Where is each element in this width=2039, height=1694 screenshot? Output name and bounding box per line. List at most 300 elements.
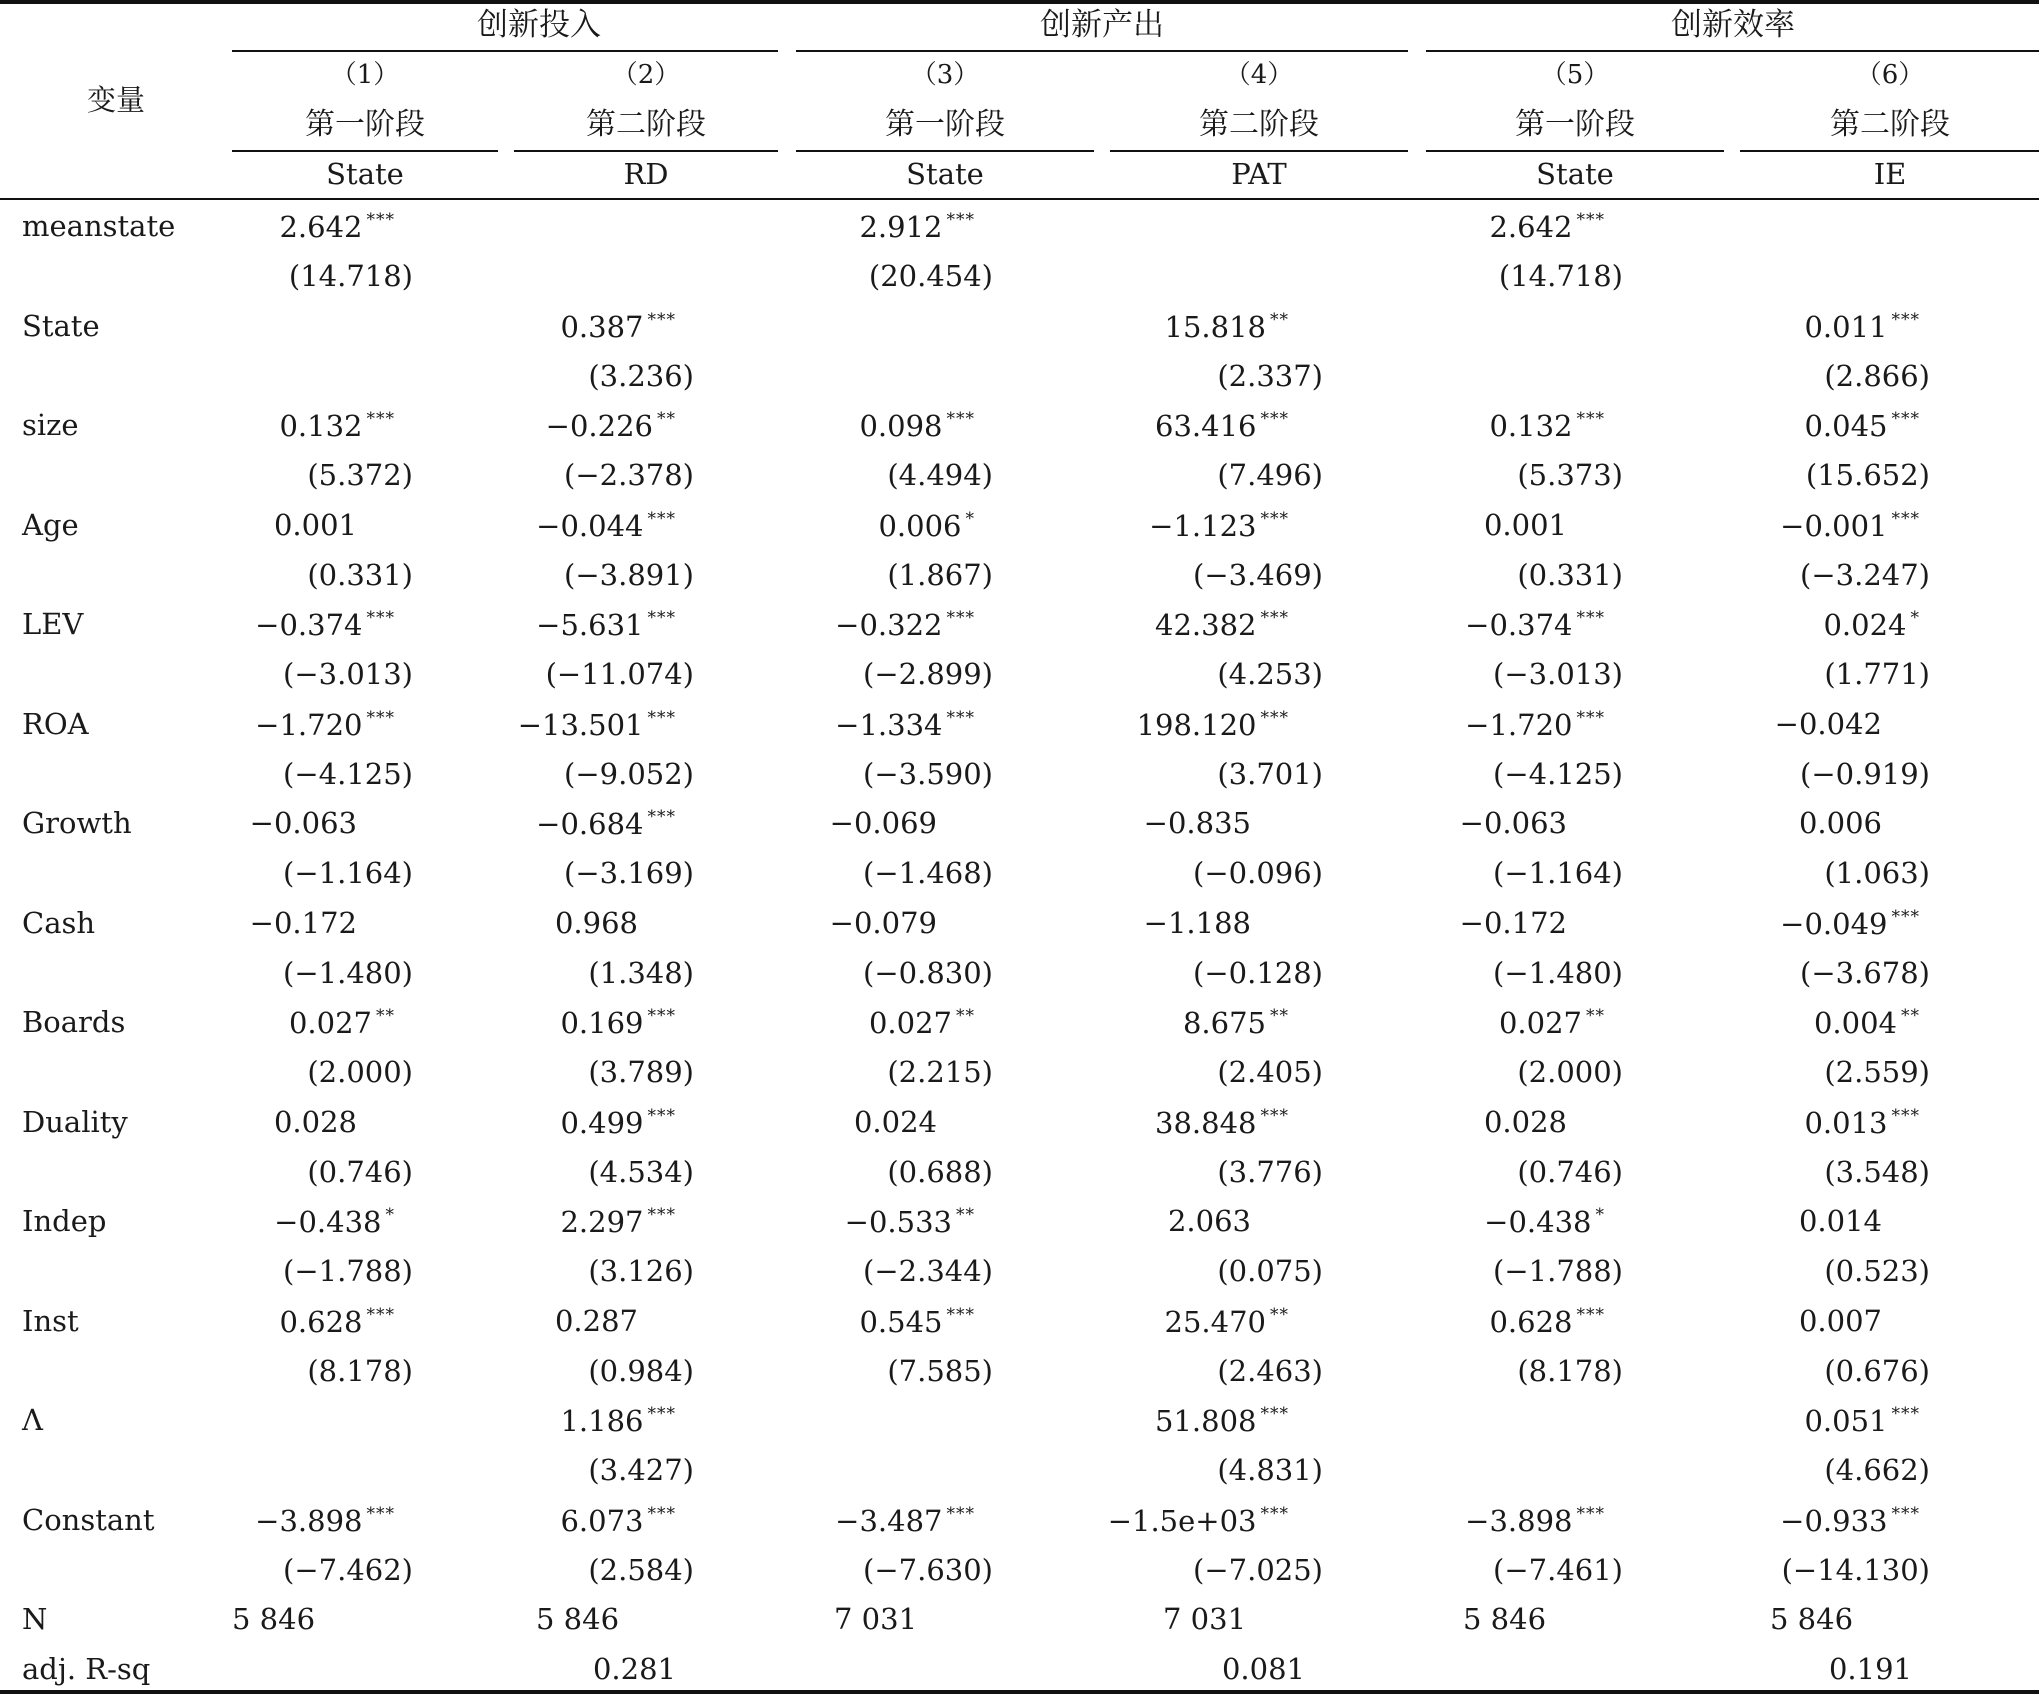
coefficient-cell bbox=[1804, 411, 1920, 441]
t-statistic: (−14.130) bbox=[1781, 1553, 1930, 1587]
coefficient-value: −0.438 bbox=[1484, 1205, 1592, 1239]
t-statistic: (3.548) bbox=[1824, 1155, 1930, 1189]
coefficient-value: 8.675 bbox=[1182, 1006, 1266, 1040]
t-statistic: (4.534) bbox=[588, 1155, 694, 1189]
t-statistic: (4.662) bbox=[1824, 1453, 1930, 1487]
t-statistic: (−3.247) bbox=[1800, 558, 1930, 592]
coefficient-value: −0.172 bbox=[1459, 906, 1567, 940]
coefficient-cell bbox=[1804, 1108, 1920, 1138]
coefficient-cell bbox=[1459, 906, 1605, 940]
coefficient-cell bbox=[273, 1105, 395, 1139]
column-number-1: （1） bbox=[330, 60, 400, 90]
column-stage-6: 第二阶段 bbox=[1830, 107, 1950, 142]
t-statistic: (−1.468) bbox=[863, 856, 993, 890]
significance-stars: *** bbox=[647, 1205, 676, 1225]
coefficient-cell bbox=[546, 411, 676, 441]
coefficient-value: 2.642 bbox=[1489, 210, 1573, 244]
coefficient-cell bbox=[279, 411, 395, 441]
t-statistic: (7.496) bbox=[1217, 458, 1323, 492]
coefficient-cell bbox=[1484, 1207, 1605, 1237]
significance-stars: *** bbox=[1891, 509, 1920, 529]
coefficient-value: 0.007 bbox=[1798, 1304, 1882, 1338]
coefficient-cell bbox=[1108, 1506, 1289, 1536]
coefficient-cell bbox=[1167, 1204, 1289, 1238]
coefficient-value: 0.027 bbox=[868, 1006, 952, 1040]
t-statistic: (2.866) bbox=[1824, 359, 1930, 393]
significance-stars: *** bbox=[1260, 708, 1289, 728]
coefficient-cell bbox=[560, 1406, 676, 1436]
significance-stars: *** bbox=[366, 708, 395, 728]
coefficient-value: −1.720 bbox=[255, 708, 363, 742]
t-statistic: (−3.590) bbox=[863, 757, 993, 791]
t-statistic: (−0.919) bbox=[1800, 757, 1930, 791]
coefficient-cell bbox=[274, 1207, 395, 1237]
coefficient-cell bbox=[554, 1304, 676, 1338]
column-stage-3: 第一阶段 bbox=[885, 107, 1005, 142]
variable-label: ROA bbox=[22, 707, 89, 741]
coefficient-value: −0.533 bbox=[844, 1205, 952, 1239]
significance-stars: *** bbox=[647, 1006, 676, 1026]
group-label-input: 创新投入 bbox=[477, 7, 601, 43]
coefficient-value: −0.322 bbox=[835, 608, 943, 642]
significance-stars: *** bbox=[647, 1106, 676, 1126]
variable-label: Growth bbox=[22, 806, 132, 840]
n-value: 7 031 bbox=[834, 1602, 918, 1636]
t-statistic: (0.984) bbox=[588, 1354, 694, 1388]
coefficient-cell bbox=[560, 1108, 676, 1138]
column-dependent-1: State bbox=[326, 157, 404, 191]
significance-stars: *** bbox=[647, 807, 676, 827]
coefficient-cell bbox=[560, 312, 676, 342]
significance-stars: ** bbox=[956, 1006, 975, 1026]
significance-stars: *** bbox=[647, 509, 676, 529]
coefficient-value: 0.024 bbox=[853, 1105, 937, 1139]
significance-stars: *** bbox=[366, 1504, 395, 1524]
top-rule bbox=[0, 0, 2039, 4]
coefficient-cell bbox=[1465, 710, 1605, 740]
t-statistic: (−3.013) bbox=[1493, 657, 1623, 691]
t-statistic: (5.373) bbox=[1517, 458, 1623, 492]
coefficient-value: −0.438 bbox=[274, 1205, 382, 1239]
t-statistic: (2.000) bbox=[307, 1055, 413, 1089]
coefficient-value: 198.120 bbox=[1136, 708, 1257, 742]
t-statistic: (−4.125) bbox=[283, 757, 413, 791]
coefficient-cell bbox=[536, 809, 676, 839]
variable-header: 变量 bbox=[86, 83, 146, 117]
coefficient-cell bbox=[1143, 906, 1289, 940]
t-statistic: (20.454) bbox=[868, 259, 993, 293]
t-statistic: (−2.378) bbox=[564, 458, 694, 492]
coefficient-value: 2.642 bbox=[279, 210, 363, 244]
coefficient-value: 2.912 bbox=[859, 210, 943, 244]
variable-label: Cash bbox=[22, 906, 96, 940]
coefficient-cell bbox=[289, 1008, 395, 1038]
coefficient-value: 0.387 bbox=[560, 310, 644, 344]
coefficient-value: −0.063 bbox=[249, 806, 357, 840]
coefficient-cell bbox=[554, 906, 676, 940]
coefficient-cell bbox=[273, 508, 395, 542]
coefficient-cell bbox=[1483, 1105, 1605, 1139]
coefficient-value: 42.382 bbox=[1155, 608, 1257, 642]
coefficient-cell bbox=[853, 1105, 975, 1139]
coefficient-cell bbox=[1798, 1304, 1920, 1338]
significance-stars: *** bbox=[647, 708, 676, 728]
t-statistic: (8.178) bbox=[307, 1354, 413, 1388]
coefficient-cell bbox=[1183, 1008, 1289, 1038]
coefficient-cell bbox=[255, 610, 395, 640]
column-stage-1: 第一阶段 bbox=[305, 107, 425, 142]
column-number-2: （2） bbox=[611, 60, 681, 90]
significance-stars: *** bbox=[1576, 708, 1605, 728]
coefficient-value: −0.226 bbox=[545, 409, 653, 443]
column-number-6: （6） bbox=[1855, 60, 1925, 90]
coefficient-cell bbox=[1165, 312, 1289, 342]
coefficient-value: 0.001 bbox=[1483, 508, 1567, 542]
t-statistic: (2.559) bbox=[1824, 1055, 1930, 1089]
significance-stars: *** bbox=[1260, 608, 1289, 628]
n-value: 7 031 bbox=[1163, 1602, 1247, 1636]
coefficient-value: −0.172 bbox=[249, 906, 357, 940]
coefficient-value: 0.628 bbox=[279, 1305, 363, 1339]
coefficient-value: 0.051 bbox=[1804, 1404, 1888, 1438]
t-statistic: (−0.096) bbox=[1193, 856, 1323, 890]
t-statistic: (2.215) bbox=[887, 1055, 993, 1089]
coefficient-cell bbox=[536, 511, 676, 541]
coefficient-value: −0.063 bbox=[1459, 806, 1567, 840]
t-statistic: (−1.788) bbox=[1493, 1254, 1623, 1288]
n-value: 5 846 bbox=[1770, 1602, 1854, 1636]
coefficient-value: −0.049 bbox=[1780, 907, 1888, 941]
coefficient-cell bbox=[1483, 508, 1605, 542]
coefficient-value: 0.011 bbox=[1804, 310, 1888, 344]
t-statistic: (8.178) bbox=[1517, 1354, 1623, 1388]
t-statistic: (4.494) bbox=[887, 458, 993, 492]
coefficient-value: −0.374 bbox=[255, 608, 363, 642]
coefficient-value: −0.933 bbox=[1780, 1504, 1888, 1538]
significance-stars: *** bbox=[946, 210, 975, 230]
variable-label: Inst bbox=[22, 1304, 79, 1338]
significance-stars: *** bbox=[1576, 1504, 1605, 1524]
significance-stars: ** bbox=[1901, 1006, 1920, 1026]
significance-stars: *** bbox=[1260, 409, 1289, 429]
col-rule-5 bbox=[1426, 150, 1724, 152]
coefficient-value: 63.416 bbox=[1155, 409, 1257, 443]
t-statistic: (0.331) bbox=[307, 558, 413, 592]
t-statistic: (2.000) bbox=[1517, 1055, 1623, 1089]
t-statistic: (−1.480) bbox=[283, 956, 413, 990]
coefficient-value: −0.835 bbox=[1143, 806, 1251, 840]
coefficient-value: 0.006 bbox=[1798, 806, 1882, 840]
t-statistic: (14.718) bbox=[288, 259, 413, 293]
coefficient-cell bbox=[560, 1506, 676, 1536]
coefficient-cell bbox=[249, 806, 395, 840]
t-statistic: (1.771) bbox=[1824, 657, 1930, 691]
t-statistic: (−3.169) bbox=[564, 856, 694, 890]
variable-label: State bbox=[22, 309, 100, 343]
coefficient-value: 51.808 bbox=[1155, 1404, 1257, 1438]
coefficient-cell bbox=[518, 710, 676, 740]
coefficient-cell bbox=[835, 610, 975, 640]
significance-stars: ** bbox=[1586, 1006, 1605, 1026]
n-label: N bbox=[22, 1602, 48, 1636]
t-statistic: (0.746) bbox=[307, 1155, 413, 1189]
t-statistic: (2.463) bbox=[1217, 1354, 1323, 1388]
coefficient-cell bbox=[249, 906, 395, 940]
significance-stars: *** bbox=[1891, 310, 1920, 330]
t-statistic: (1.348) bbox=[588, 956, 694, 990]
significance-stars: *** bbox=[366, 210, 395, 230]
coefficient-cell bbox=[1143, 806, 1289, 840]
variable-label: Indep bbox=[22, 1204, 107, 1238]
variable-label: Duality bbox=[22, 1105, 128, 1139]
coefficient-cell bbox=[279, 1307, 395, 1337]
coefficient-value: 0.628 bbox=[1489, 1305, 1573, 1339]
t-statistic: (0.688) bbox=[887, 1155, 993, 1189]
t-statistic: (2.337) bbox=[1217, 359, 1323, 393]
coefficient-cell bbox=[1489, 1307, 1605, 1337]
t-statistic: (−7.025) bbox=[1193, 1553, 1323, 1587]
coefficient-cell bbox=[859, 1307, 975, 1337]
t-statistic: (−1.480) bbox=[1493, 956, 1623, 990]
coefficient-value: 0.001 bbox=[273, 508, 357, 542]
coefficient-cell bbox=[845, 1207, 975, 1237]
header-bottom-rule bbox=[0, 198, 2039, 200]
significance-stars: ** bbox=[376, 1006, 395, 1026]
coefficient-cell bbox=[1780, 511, 1920, 541]
significance-stars: *** bbox=[1260, 1404, 1289, 1424]
significance-stars: *** bbox=[647, 1404, 676, 1424]
coefficient-value: 0.024 bbox=[1823, 608, 1907, 642]
coefficient-cell bbox=[1165, 1307, 1289, 1337]
coefficient-value: 0.028 bbox=[273, 1105, 357, 1139]
coefficient-value: −3.898 bbox=[1465, 1504, 1573, 1538]
t-statistic: (0.075) bbox=[1217, 1254, 1323, 1288]
coefficient-value: −1.720 bbox=[1465, 708, 1573, 742]
coefficient-cell bbox=[1465, 610, 1605, 640]
significance-stars: *** bbox=[1891, 907, 1920, 927]
variable-label: LEV bbox=[22, 607, 84, 641]
significance-stars: *** bbox=[1260, 1504, 1289, 1524]
coefficient-cell bbox=[859, 212, 975, 242]
t-statistic: (1.867) bbox=[887, 558, 993, 592]
coefficient-value: −0.044 bbox=[536, 509, 644, 543]
t-statistic: (−7.630) bbox=[863, 1553, 993, 1587]
coefficient-value: −0.079 bbox=[829, 906, 937, 940]
t-statistic: (3.701) bbox=[1217, 757, 1323, 791]
significance-stars: *** bbox=[946, 1504, 975, 1524]
coefficient-cell bbox=[1798, 1204, 1920, 1238]
column-dependent-2: RD bbox=[623, 157, 669, 191]
coefficient-cell bbox=[1155, 1406, 1289, 1436]
t-statistic: (−1.164) bbox=[1493, 856, 1623, 890]
coefficient-cell bbox=[1155, 610, 1289, 640]
coefficient-value: 0.027 bbox=[1498, 1006, 1582, 1040]
significance-stars: *** bbox=[647, 310, 676, 330]
coefficient-value: 0.045 bbox=[1804, 409, 1888, 443]
t-statistic: (15.652) bbox=[1805, 458, 1930, 492]
col-rule-6 bbox=[1740, 150, 2039, 152]
t-statistic: (2.405) bbox=[1217, 1055, 1323, 1089]
t-statistic: (0.523) bbox=[1824, 1254, 1930, 1288]
significance-stars: *** bbox=[1891, 1504, 1920, 1524]
column-dependent-4: PAT bbox=[1231, 157, 1287, 191]
t-statistic: (−3.013) bbox=[283, 657, 413, 691]
significance-stars: *** bbox=[946, 608, 975, 628]
group-label-output: 创新产出 bbox=[1040, 7, 1164, 43]
t-statistic: (3.236) bbox=[588, 359, 694, 393]
coefficient-cell bbox=[1155, 411, 1289, 441]
t-statistic: (1.063) bbox=[1824, 856, 1930, 890]
coefficient-cell bbox=[1465, 1506, 1605, 1536]
col-rule-2 bbox=[514, 150, 778, 152]
coefficient-cell bbox=[1823, 610, 1920, 640]
significance-stars: *** bbox=[1260, 509, 1289, 529]
significance-stars: *** bbox=[1891, 1106, 1920, 1126]
t-statistic: (−2.899) bbox=[863, 657, 993, 691]
r2-value: 0.281 bbox=[592, 1652, 676, 1686]
significance-stars: * bbox=[1910, 608, 1920, 628]
t-statistic: (2.584) bbox=[588, 1553, 694, 1587]
coefficient-value: −3.487 bbox=[835, 1504, 943, 1538]
significance-stars: *** bbox=[1260, 1106, 1289, 1126]
coefficient-cell bbox=[1137, 710, 1289, 740]
t-statistic: (0.331) bbox=[1517, 558, 1623, 592]
significance-stars: *** bbox=[1891, 1404, 1920, 1424]
t-statistic: (−3.891) bbox=[564, 558, 694, 592]
coefficient-value: −1.123 bbox=[1149, 509, 1257, 543]
t-statistic: (0.676) bbox=[1824, 1354, 1930, 1388]
significance-stars: ** bbox=[1270, 1006, 1289, 1026]
n-value: 5 846 bbox=[536, 1602, 620, 1636]
r2-value: 0.191 bbox=[1828, 1652, 1912, 1686]
coefficient-cell bbox=[1489, 212, 1605, 242]
coefficient-value: 1.186 bbox=[560, 1404, 644, 1438]
significance-stars: *** bbox=[647, 608, 676, 628]
coefficient-value: 0.287 bbox=[554, 1304, 638, 1338]
coefficient-value: 2.297 bbox=[560, 1205, 644, 1239]
t-statistic: (0.746) bbox=[1517, 1155, 1623, 1189]
variable-label: size bbox=[22, 408, 79, 442]
coefficient-cell bbox=[1780, 1506, 1920, 1536]
coefficient-value: −0.684 bbox=[536, 807, 644, 841]
coefficient-value: −0.042 bbox=[1774, 707, 1882, 741]
t-statistic: (4.253) bbox=[1217, 657, 1323, 691]
t-statistic: (−0.830) bbox=[863, 956, 993, 990]
col-rule-3 bbox=[796, 150, 1094, 152]
coefficient-cell bbox=[829, 806, 975, 840]
coefficient-value: 38.848 bbox=[1155, 1106, 1257, 1140]
coefficient-cell bbox=[835, 710, 975, 740]
significance-stars: *** bbox=[366, 409, 395, 429]
t-statistic: (4.831) bbox=[1217, 1453, 1323, 1487]
coefficient-cell bbox=[1780, 909, 1920, 939]
variable-label: Constant bbox=[22, 1503, 155, 1537]
t-statistic: (−9.052) bbox=[564, 757, 694, 791]
coefficient-value: 0.132 bbox=[279, 409, 363, 443]
significance-stars: *** bbox=[647, 1504, 676, 1524]
column-dependent-3: State bbox=[906, 157, 984, 191]
column-stage-5: 第一阶段 bbox=[1515, 107, 1635, 142]
t-statistic: (14.718) bbox=[1498, 259, 1623, 293]
coefficient-value: −0.374 bbox=[1465, 608, 1573, 642]
coefficient-cell bbox=[1155, 1108, 1289, 1138]
coefficient-value: 0.027 bbox=[288, 1006, 372, 1040]
coefficient-cell bbox=[279, 212, 395, 242]
t-statistic: (3.427) bbox=[588, 1453, 694, 1487]
coefficient-value: 15.818 bbox=[1164, 310, 1266, 344]
column-stage-4: 第二阶段 bbox=[1199, 107, 1319, 142]
t-statistic: (−7.462) bbox=[283, 1553, 413, 1587]
group-rule-input bbox=[232, 50, 778, 52]
coefficient-cell bbox=[859, 411, 975, 441]
significance-stars: *** bbox=[946, 708, 975, 728]
significance-stars: *** bbox=[1576, 210, 1605, 230]
variable-label: Λ bbox=[22, 1403, 43, 1437]
significance-stars: *** bbox=[366, 608, 395, 628]
column-dependent-6: IE bbox=[1873, 157, 1907, 191]
t-statistic: (−1.164) bbox=[283, 856, 413, 890]
significance-stars: *** bbox=[1891, 409, 1920, 429]
significance-stars: ** bbox=[1270, 310, 1289, 330]
bottom-rule bbox=[0, 1690, 2039, 1694]
significance-stars: * bbox=[385, 1205, 395, 1225]
coefficient-value: −13.501 bbox=[517, 708, 644, 742]
t-statistic: (−4.125) bbox=[1493, 757, 1623, 791]
coefficient-cell bbox=[536, 610, 676, 640]
coefficient-value: 2.063 bbox=[1167, 1204, 1251, 1238]
coefficient-value: 0.169 bbox=[560, 1006, 644, 1040]
t-statistic: (−7.461) bbox=[1493, 1553, 1623, 1587]
col-rule-1 bbox=[232, 150, 498, 152]
coefficient-value: −0.069 bbox=[829, 806, 937, 840]
significance-stars: * bbox=[965, 509, 975, 529]
r2-label: adj. R-sq bbox=[22, 1652, 151, 1686]
column-number-4: （4） bbox=[1224, 60, 1294, 90]
r2-value: 0.081 bbox=[1221, 1652, 1305, 1686]
t-statistic: (5.372) bbox=[307, 458, 413, 492]
coefficient-value: −5.631 bbox=[536, 608, 644, 642]
column-number-5: （5） bbox=[1540, 60, 1610, 90]
variable-label: Boards bbox=[22, 1005, 126, 1039]
column-stage-2: 第二阶段 bbox=[586, 107, 706, 142]
coefficient-value: 0.014 bbox=[1798, 1204, 1882, 1238]
coefficient-value: −1.334 bbox=[835, 708, 943, 742]
coefficient-cell bbox=[1149, 511, 1289, 541]
coefficient-cell bbox=[835, 1506, 975, 1536]
significance-stars: *** bbox=[1576, 608, 1605, 628]
coefficient-cell bbox=[1804, 312, 1920, 342]
coefficient-value: 0.132 bbox=[1489, 409, 1573, 443]
coefficient-value: 0.006 bbox=[878, 509, 962, 543]
coefficient-cell bbox=[1798, 806, 1920, 840]
t-statistic: (−0.128) bbox=[1193, 956, 1323, 990]
coefficient-cell bbox=[1499, 1008, 1605, 1038]
coefficient-value: 0.028 bbox=[1483, 1105, 1567, 1139]
coefficient-cell bbox=[255, 1506, 395, 1536]
column-number-3: （3） bbox=[910, 60, 980, 90]
coefficient-value: 0.013 bbox=[1804, 1106, 1888, 1140]
coefficient-cell bbox=[560, 1207, 676, 1237]
coefficient-value: 0.545 bbox=[859, 1305, 943, 1339]
t-statistic: (−3.469) bbox=[1193, 558, 1323, 592]
coefficient-cell bbox=[878, 511, 975, 541]
coefficient-value: −0.001 bbox=[1780, 509, 1888, 543]
coefficient-cell bbox=[1804, 1406, 1920, 1436]
coefficient-value: 25.470 bbox=[1164, 1305, 1266, 1339]
t-statistic: (3.126) bbox=[588, 1254, 694, 1288]
coefficient-value: −1.5e+03 bbox=[1107, 1504, 1257, 1538]
coefficient-value: −1.188 bbox=[1143, 906, 1251, 940]
